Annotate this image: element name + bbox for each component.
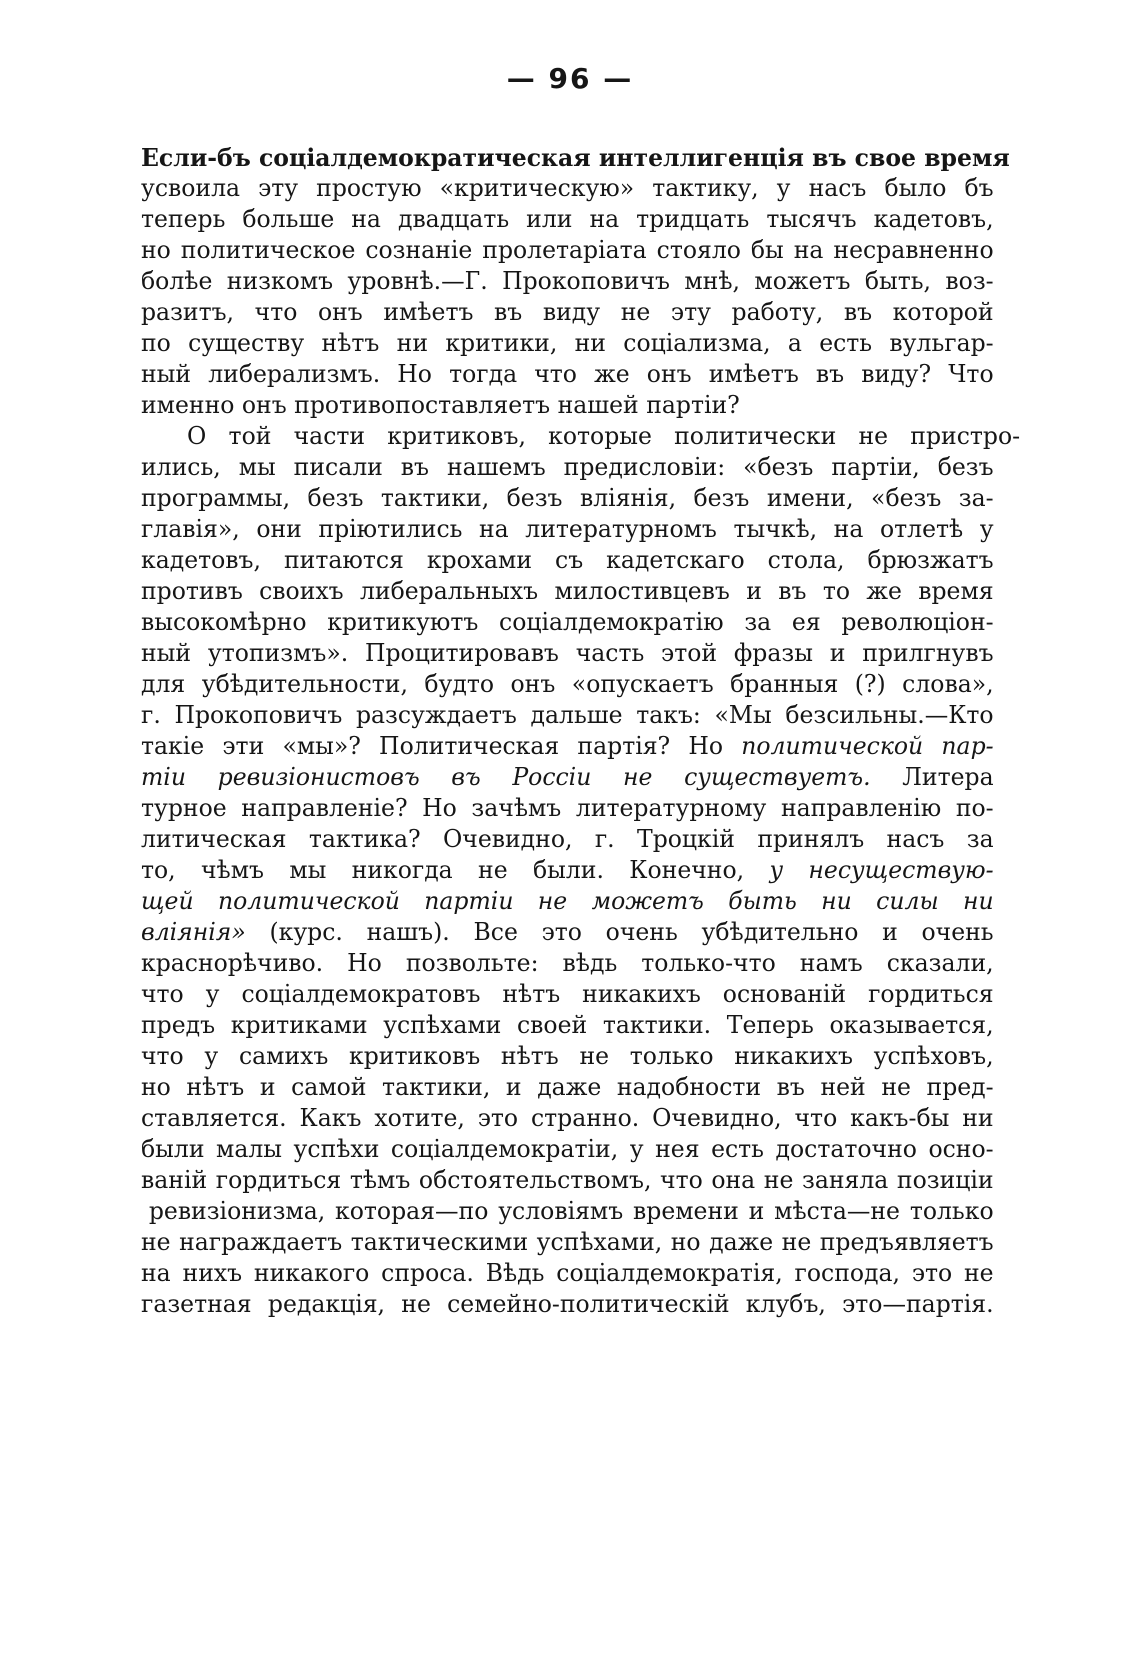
text-line: краснорѣчиво. Но позвольте: вѣдь только-что намъ сказали, xyxy=(141,949,994,977)
italic-fragment: щей политической партіи не можетъ быть ни силы ни xyxy=(141,887,994,915)
text-line: но нѣтъ и самой тактики, и даже надобности въ ней не пред- xyxy=(141,1073,994,1101)
text-line: для убѣдительности, будто онъ «опускаетъ бранныя (?) слова», xyxy=(141,670,994,698)
text-line: ились, мы писали въ нашемъ предисловіи: «безъ партіи, безъ xyxy=(141,453,994,481)
text-line: ставляется. Какъ хотите, это странно. Очевидно, что какъ-бы ни xyxy=(141,1104,994,1132)
text-line: литическая тактика? Очевидно, г. Троцкій принялъ насъ за xyxy=(141,825,994,853)
text-line: главія», они пріютились на литературномъ тычкѣ, на отлетѣ у xyxy=(141,515,994,543)
italic-fragment: тіи ревизіонистовъ въ Россіи не существуетъ. xyxy=(141,763,871,791)
text-line: не награждаетъ тактическими успѣхами, но даже не предъявляетъ xyxy=(141,1228,994,1256)
text-line: ревизіонизма, которая—по условіямъ времени и мѣста—не только xyxy=(148,1197,994,1225)
text-line: что у соціалдемократовъ нѣтъ никакихъ основаній гордиться xyxy=(141,980,994,1008)
text-line: газетная редакція, не семейно-политическій клубъ, это—партія. xyxy=(141,1290,994,1318)
text-line: ный либерализмъ. Но тогда что же онъ имѣетъ въ виду? Что xyxy=(141,360,994,388)
text-line: по существу нѣтъ ни критики, ни соціализма, а есть вульгар- xyxy=(141,329,994,357)
text-line xyxy=(141,917,994,948)
text-line: были малы успѣхи соціалдемократіи, у нея есть достаточно осно- xyxy=(141,1135,994,1163)
text-line: О той части критиковъ, которые политически не пристро- xyxy=(187,422,1021,450)
text-fragment: (курс. нашъ). Все это очень убѣдительно и очень xyxy=(245,918,994,946)
text-line xyxy=(141,886,994,917)
text-line: ный утопизмъ». Процитировавъ часть этой фразы и прилгнувъ xyxy=(141,639,994,667)
text-fragment: такіе эти «мы»? Политическая партія? Но xyxy=(141,732,742,760)
italic-fragment: вліянія» xyxy=(141,918,246,946)
text-line: теперь больше на двадцать или на тридцать тысячъ кадетовъ, xyxy=(141,205,994,233)
main-text xyxy=(141,142,1021,1320)
text-line: на нихъ никакого спроса. Вѣдь соціалдемократія, господа, это не xyxy=(141,1259,994,1287)
text-line: предъ критиками успѣхами своей тактики. Теперь оказывается, xyxy=(141,1011,994,1039)
text-line: Если-бъ соціалдемократическая интеллигенція въ свое время xyxy=(141,143,1010,172)
page-number: — 96 — xyxy=(506,62,634,95)
text-line: что у самихъ критиковъ нѣтъ не только никакихъ успѣховъ, xyxy=(141,1042,994,1070)
text-line: но политическое сознаніе пролетаріата стояло бы на несравненно xyxy=(141,236,994,264)
text-line: турное направленіе? Но зачѣмъ литературному направленію по- xyxy=(141,794,994,822)
text-line: программы, безъ тактики, безъ вліянія, безъ имени, «безъ за- xyxy=(141,484,994,512)
text-line xyxy=(141,762,994,793)
italic-fragment: у несуществую- xyxy=(769,856,994,884)
text-fragment: то, чѣмъ мы никогда не были. Конечно, xyxy=(141,856,770,884)
text-line: противъ своихъ либеральныхъ милостивцевъ и въ то же время xyxy=(141,577,994,605)
text-fragment: Литера xyxy=(870,763,994,791)
text-line: ваній гордиться тѣмъ обстоятельствомъ, что она не заняла позиціи xyxy=(141,1166,994,1194)
text-line: болѣе низкомъ уровнѣ.—Г. Прокоповичъ мнѣ, можетъ быть, воз- xyxy=(141,267,994,295)
italic-fragment: политической пар- xyxy=(741,732,994,760)
text-line xyxy=(141,731,994,762)
text-line: именно онъ противопоставляетъ нашей партіи? xyxy=(141,391,740,419)
text-line: г. Прокоповичъ разсуждаетъ дальше такъ: «Мы безсильны.—Кто xyxy=(141,701,994,729)
text-line: разитъ, что онъ имѣетъ въ виду не эту работу, въ которой xyxy=(141,298,994,326)
text-line: усвоила эту простую «критическую» тактику, у насъ было бъ xyxy=(141,174,994,202)
text-line xyxy=(141,855,994,886)
text-line: кадетовъ, питаются крохами съ кадетскаго стола, брюзжатъ xyxy=(141,546,994,574)
text-line: высокомѣрно критикуютъ соціалдемократію за ея революціон- xyxy=(141,608,994,636)
paragraph-2 xyxy=(141,421,1021,1320)
paragraph-1 xyxy=(141,142,1011,421)
